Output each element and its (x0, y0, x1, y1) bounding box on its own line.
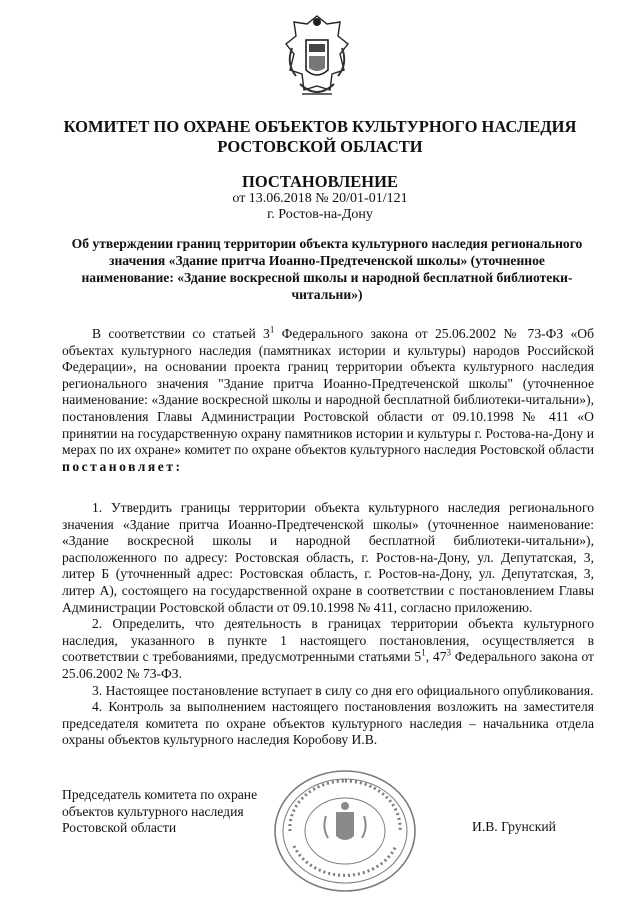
item2-text-b: , 47 (425, 649, 447, 665)
document-type: ПОСТАНОВЛЕНИЕ (242, 172, 398, 191)
committee-title: КОМИТЕТ ПО ОХРАНЕ ОБЪЕКТОВ КУЛЬТУРНОГО НАСЛЕДИЯ РОСТОВСКОЙ ОБЛАСТИ (63, 117, 577, 156)
decree-item-4: 4. Контроль за выполнением настоящего постановления возложить на заместителя председателя комитета по охране объектов культурного наследия – начальника отдела охраны объектов культурного наследия Коробову И.В. (62, 699, 594, 748)
document-city: г. Ростов-на-Дону (267, 207, 373, 222)
decree-items (62, 500, 594, 749)
decree-item-1: 1. Утвердить границы территории объекта культурного наследия регионального значения «Здание притча Иоанно-Предтеченской школы» (уточненное наименование: «Здание воскресной школы и народной бесплатной библиотеки-читальни»), расположенного по адресу: Ростовская область, г. Ростов-на-Дону, ул. Депутатская, 3, литер Б (уточненный адрес: Ростовская область, г. Ростов-на-Дону, ул. Депутатская, 3, литер А), состоящего на государственной охране в соответствии с постановлением Главы Администрации Ростовской области от 09.10.1998 № 411, согласно приложению. (62, 500, 594, 615)
intro-paragraph (62, 326, 594, 475)
item2-text-c: Федерального закона от 25.06.2002 № 73-ФЗ. (62, 649, 594, 681)
document-subject: Об утверждении границ территории объекта культурного наследия регионального значения «Здание притча Иоанно-Предтеченской школы» (уточненное наименование: «Здание воскресной школы и народной бесплатной библиотеки-читальни») (71, 236, 583, 302)
signer-name: И.В. Грунский (472, 819, 556, 834)
item2-superscript-2: 3 (446, 647, 451, 658)
coat-of-arms-icon (282, 14, 352, 104)
decree-item-2 (62, 616, 594, 682)
official-stamp-icon (270, 766, 420, 896)
item2-text-a: 2. Определить, что деятельность в границах территории объекта культурного наследия, указанного в пункте 1 настоящего постановления, осуществляется в соответствии с требованиями, предусмотренными статьями 5 (62, 616, 594, 665)
decree-word: постановляет: (62, 458, 183, 474)
item2-superscript-1: 1 (421, 647, 426, 658)
intro-text-part2: Федерального закона от 25.06.2002 № 73-ФЗ «Об объектах культурного наследия (памятниках истории и культуры) народов Российской Федерации», на основании проекта границ территории объекта культурного наследия регионального значения "Здание притча Иоанно-Предтеченской школы" (уточненное наименование: «Здание воскресной школы и народной бесплатной библиотеки-читальни»), постановления Главы Администрации Ростовской области от 09.10.1998 № 411 «О принятии на государственную охрану памятников истории и культуры г. Ростова-на-Дону и мерах по их охране» комитет по охране объектов культурного наследия Ростовской области (62, 326, 594, 458)
intro-superscript: 1 (269, 324, 275, 335)
document-date-number: от 13.06.2018 № 20/01-01/121 (232, 191, 408, 206)
signature-title: Председатель комитета по охране объектов культурного наследия Ростовской области (62, 787, 258, 836)
intro-text-part1: В соответствии со статьей 3 (92, 326, 270, 341)
decree-item-3: 3. Настоящее постановление вступает в силу со дня его официального опубликования. (92, 682, 594, 698)
